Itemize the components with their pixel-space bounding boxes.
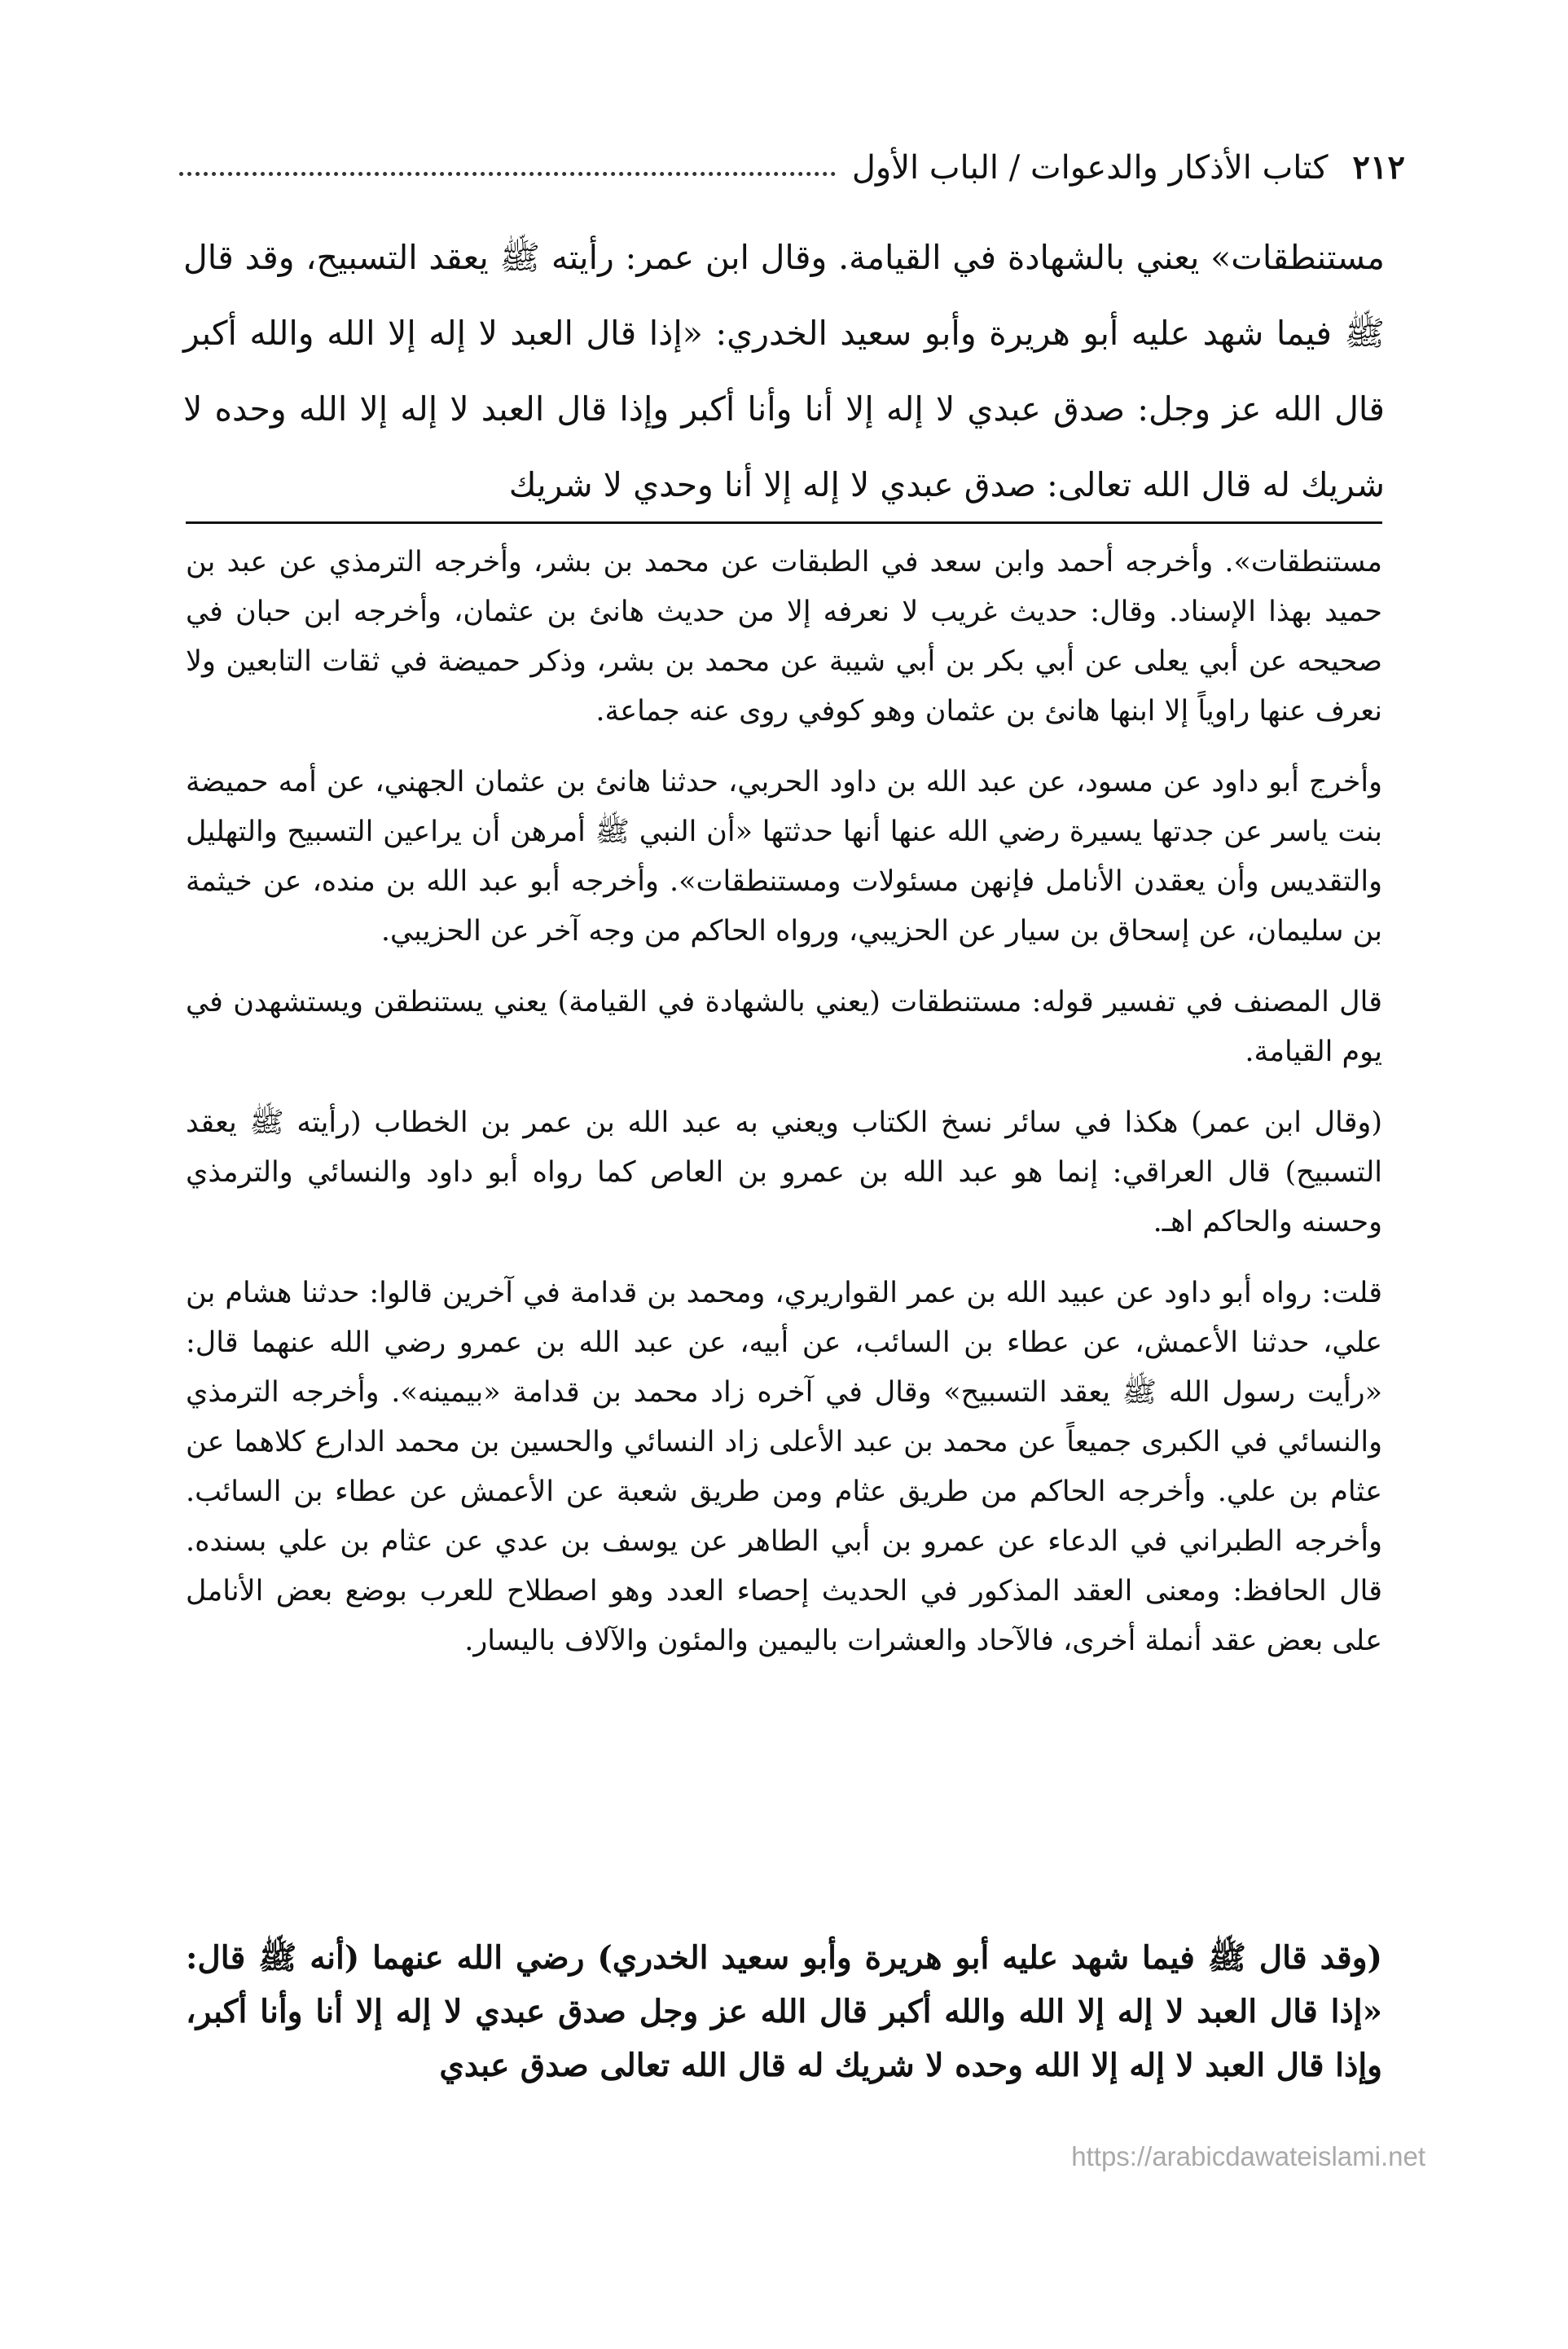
commentary-paragraph: قلت: رواه أبو داود عن عبيد الله بن عمر القواريري، ومحمد بن قدامة في آخرين قالوا: حدثنا هشام بن علي، حدثنا الأعمش، عن عطاء بن السائب، عن أبيه، عن عبد الله بن عمرو رضي الله عنهما قال: «رأيت رسول الله ﷺ يعقد التسبيح» وقال في آخره زاد محمد بن قدامة «بيمينه». وأخرجه الترمذي والنسائي في الكبرى جميعاً عن محمد بن عبد الأعلى زاد النسائي والحسين بن محمد الدارع كلاهما عن عثام بن علي. وأخرجه الحاكم من طريق عثام ومن طريق شعبة عن الأعمش عن عطاء بن السائب. وأخرجه الطبراني في الدعاء عن عمرو بن أبي الطاهر عن يوسف بن عدي عن عثام بن علي بسنده. قال الحافظ: ومعنى العقد المذكور في الحديث إحصاء العدد وهو اصطلاح للعرب بوضع بعض الأنامل على بعض عقد أنملة أخرى، فالآحاد والعشرات باليمين والمئون والآلاف باليسار. [186,1277,1382,1657]
commentary-paragraph: وأخرج أبو داود عن مسود، عن عبد الله بن داود الحربي، حدثنا هانئ بن عثمان الجهني، عن أمه حميضة بنت ياسر عن جدتها يسيرة رضي الله عنها أنها حدثتها «أن النبي ﷺ أمرهن أن يراعين التسبيح والتهليل والتقديس وأن يعقدن الأنامل فإنهن مسئولات ومستنطقات». وأخرجه أبو عبد الله بن منده، عن خيثمة بن سليمان، عن إسحاق بن سيار عن الحزيبي، ورواه الحاكم من وجه آخر عن الحزيبي. [186,766,1382,948]
commentary-paragraph: مستنطقات». وأخرجه أحمد وابن سعد في الطبقات عن محمد بن بشر، وأخرجه الترمذي عن عبد بن حميد بهذا الإسناد. وقال: حديث غريب لا نعرفه إلا من حديث هانئ بن عثمان، وأخرجه ابن حبان في صحيحه عن أبي يعلى عن أبي بكر بن أبي شيبة عن محمد بن بشر، وذكر حميضة في ثقات التابعين ولا نعرف عنها راوياً إلا ابنها هانئ بن عثمان وهو كوفي روى عنه جماعة. [186,546,1382,728]
watermark-url: https://arabicdawateislami.net [1071,2141,1425,2171]
running-title: كتاب الأذكار والدعوات / الباب الأول [851,149,1329,187]
commentary-paragraph: قال المصنف في تفسير قوله: مستنطقات (يعني بالشهادة في القيامة) يعني يستنطقن ويستشهدن في يوم القيامة. [186,986,1382,1068]
commentary-paragraph: (وقال ابن عمر) هكذا في سائر نسخ الكتاب ويعني به عبد الله بن عمر بن الخطاب (رأيته ﷺ يعقد التسبيح) قال العراقي: إنما هو عبد الله بن عمرو بن العاص كما رواه أبو داود والنسائي والترمذي وحسنه والحاكم اهـ. [186,1106,1382,1238]
main-text-block [183,220,1385,523]
commentary-block [186,538,1382,1666]
section-divider [186,521,1382,524]
closing-bold-paragraph: (وقد قال ﷺ فيما شهد عليه أبو هريرة وأبو سعيد الخدري) رضي الله عنهما (أنه ﷺ قال: «إذا قال العبد لا إله إلا الله والله أكبر قال الله عز وجل صدق عبدي لا إله إلا أنا وأنا أكبر، وإذا قال العبد لا إله إلا الله وحده لا شريك له قال الله تعالى صدق عبدي [186,1939,1382,2084]
running-header [163,122,1405,187]
closing-bold-block [186,1931,1382,2092]
main-text-paragraph: مستنطقات» يعني بالشهادة في القيامة. وقال ابن عمر: رأيته ﷺ يعقد التسبيح، وقد قال ﷺ فيما شهد عليه أبو هريرة وأبو سعيد الخدري: «إذا قال العبد لا إله إلا الله والله أكبر قال الله عز وجل: صدق عبدي لا إله إلا أنا وأنا أكبر وإذا قال العبد لا إله إلا الله وحده لا شريك له قال الله تعالى: صدق عبدي لا إله إلا أنا وحدي لا شريك [183,238,1385,504]
page-number: ٢١٢ [1352,148,1405,187]
header-dot-leader [179,172,836,176]
